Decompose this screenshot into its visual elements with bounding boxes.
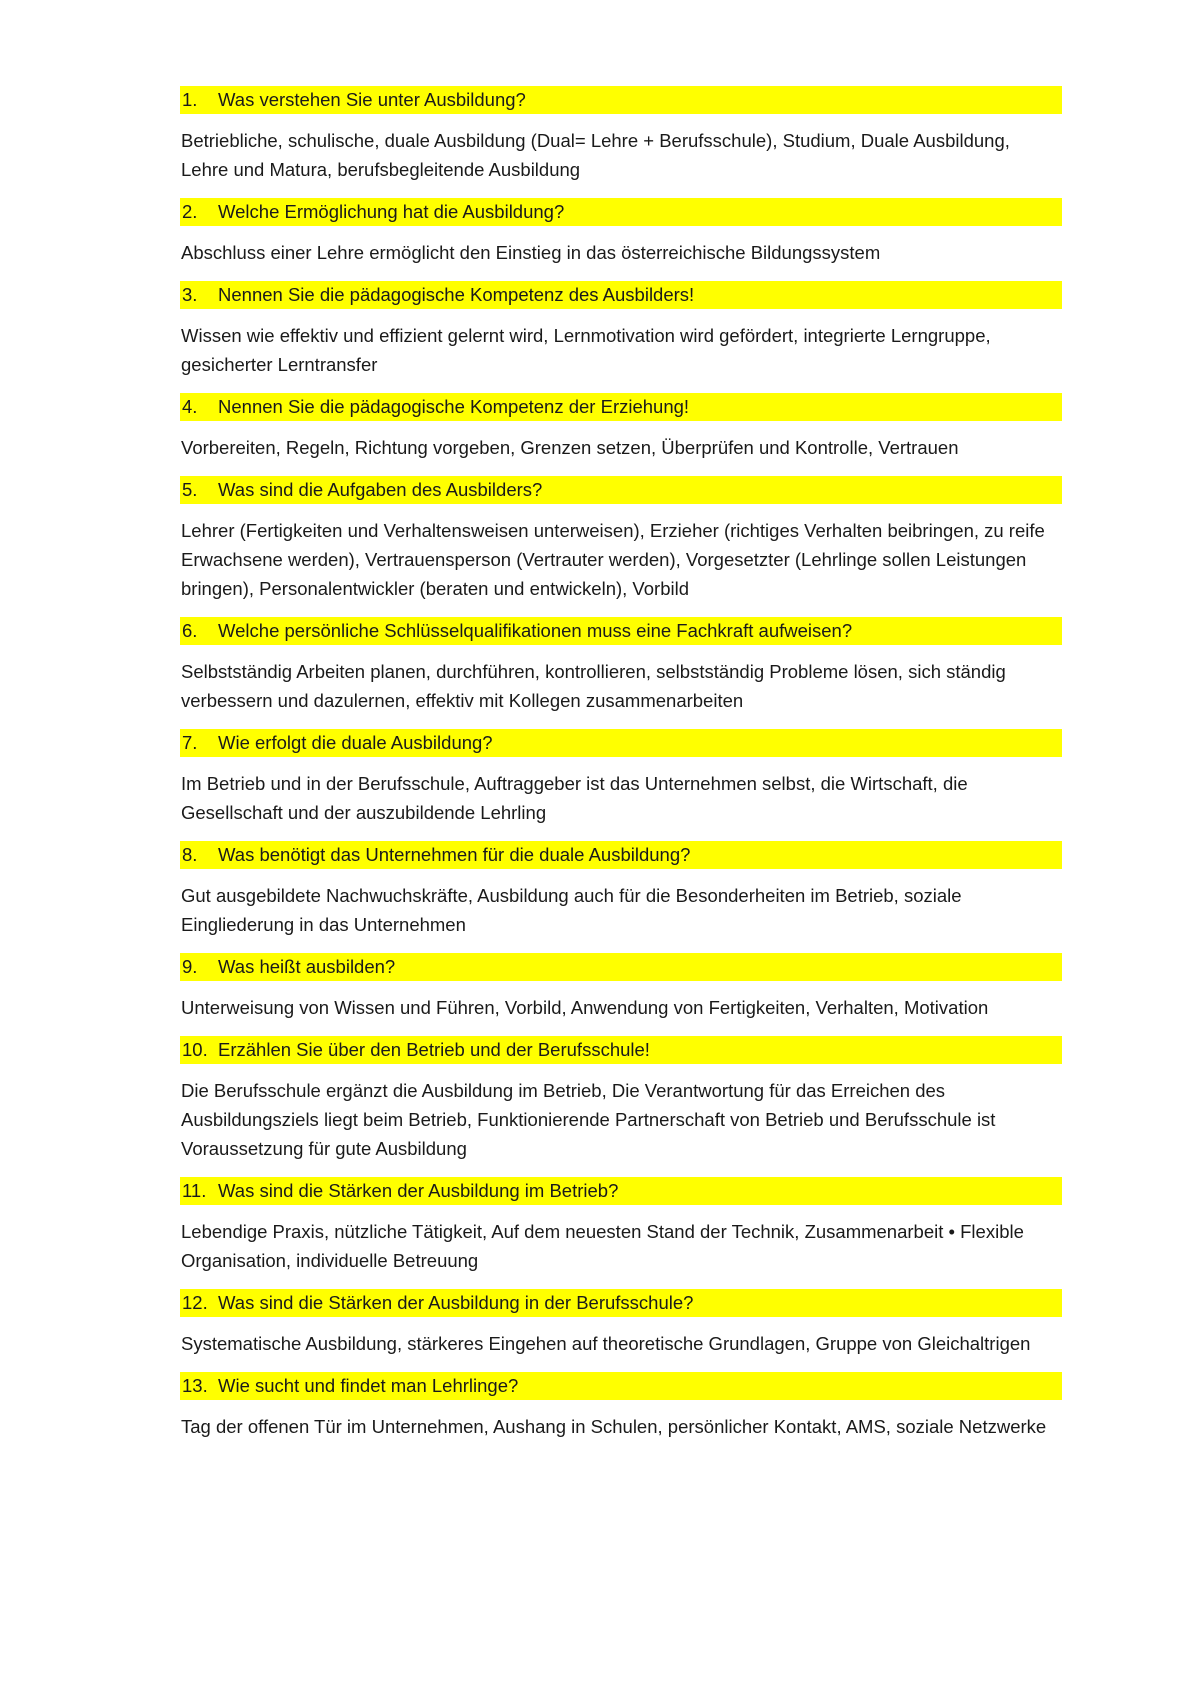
qa-item: [180, 1177, 1062, 1275]
answer-text: Lehrer (Fertigkeiten und Verhaltensweisen unterweisen), Erzieher (richtiges Verhalten beibringen, zu reife Erwachsene werden), Vertrauensperson (Vertrauter werden), Vorgesetzter (Lehrlinge sollen Leistungen bringen), Personalentwickler (beraten und entwickeln), Vorbild: [181, 520, 1045, 599]
qa-item: [180, 393, 1062, 462]
question-heading: [180, 617, 1062, 645]
question-text: Welche Ermöglichung hat die Ausbildung?: [218, 201, 565, 222]
question-heading: [180, 1372, 1062, 1400]
question-heading: [180, 281, 1062, 309]
question-number: 13.: [182, 1375, 208, 1396]
question-text: Erzählen Sie über den Betrieb und der Berufsschule!: [218, 1039, 650, 1060]
qa-item: [180, 729, 1062, 827]
qa-item: [180, 86, 1062, 184]
question-number: 7.: [182, 732, 198, 753]
qa-list: [180, 86, 1062, 1441]
question-heading: [180, 953, 1062, 981]
answer-text: Die Berufsschule ergänzt die Ausbildung im Betrieb, Die Verantwortung für das Erreichen des Ausbildungsziels liegt beim Betrieb, Funktionierende Partnerschaft von Betrieb und Berufsschule ist Voraussetzung für gute Ausbildung: [181, 1080, 996, 1159]
question-text: Was verstehen Sie unter Ausbildung?: [218, 89, 526, 110]
question-text: Nennen Sie die pädagogische Kompetenz des Ausbilders!: [218, 284, 695, 305]
question-text: Wie sucht und findet man Lehrlinge?: [218, 1375, 519, 1396]
qa-item: [180, 841, 1062, 939]
question-heading: [180, 393, 1062, 421]
qa-item: [180, 1289, 1062, 1358]
question-text: Was benötigt das Unternehmen für die duale Ausbildung?: [218, 844, 691, 865]
question-number: 12.: [182, 1292, 208, 1313]
question-heading: [180, 1036, 1062, 1064]
question-text: Was heißt ausbilden?: [218, 956, 396, 977]
qa-item: [180, 1036, 1062, 1163]
qa-item: [180, 1372, 1062, 1441]
question-number: 6.: [182, 620, 198, 641]
question-heading: [180, 476, 1062, 504]
question-text: Was sind die Stärken der Ausbildung in der Berufsschule?: [218, 1292, 694, 1313]
question-heading: [180, 86, 1062, 114]
question-heading: [180, 729, 1062, 757]
question-heading: [180, 1289, 1062, 1317]
answer-text: Vorbereiten, Regeln, Richtung vorgeben, Grenzen setzen, Überprüfen und Kontrolle, Vertrauen: [181, 437, 959, 458]
question-number: 9.: [182, 956, 198, 977]
question-text: Nennen Sie die pädagogische Kompetenz der Erziehung!: [218, 396, 690, 417]
qa-item: [180, 953, 1062, 1022]
answer-text: Lebendige Praxis, nützliche Tätigkeit, Auf dem neuesten Stand der Technik, Zusammenarbeit • Flexible Organisation, individuelle Betreuung: [181, 1221, 1024, 1271]
answer-text: Selbstständig Arbeiten planen, durchführen, kontrollieren, selbstständig Probleme lösen, sich ständig verbessern und dazulernen, effektiv mit Kollegen zusammenarbeiten: [181, 661, 1006, 711]
question-number: 11.: [182, 1180, 207, 1201]
question-heading: [180, 1177, 1062, 1205]
answer-text: Wissen wie effektiv und effizient gelernt wird, Lernmotivation wird gefördert, integrierte Lerngruppe, gesicherter Lerntransfer: [181, 325, 991, 375]
question-number: 5.: [182, 479, 198, 500]
question-text: Wie erfolgt die duale Ausbildung?: [218, 732, 493, 753]
answer-text: Betriebliche, schulische, duale Ausbildung (Dual= Lehre + Berufsschule), Studium, Duale Ausbildung, Lehre und Matura, berufsbegleitende Ausbildung: [181, 130, 1010, 180]
question-number: 1.: [182, 89, 198, 110]
answer-text: Unterweisung von Wissen und Führen, Vorbild, Anwendung von Fertigkeiten, Verhalten, Motivation: [181, 997, 989, 1018]
answer-text: Tag der offenen Tür im Unternehmen, Aushang in Schulen, persönlicher Kontakt, AMS, soziale Netzwerke: [181, 1416, 1047, 1437]
answer-text: Systematische Ausbildung, stärkeres Eingehen auf theoretische Grundlagen, Gruppe von Gleichaltrigen: [181, 1333, 1031, 1354]
question-text: Welche persönliche Schlüsselqualifikationen muss eine Fachkraft aufweisen?: [218, 620, 853, 641]
question-text: Was sind die Aufgaben des Ausbilders?: [218, 479, 543, 500]
question-heading: [180, 841, 1062, 869]
question-heading: [180, 198, 1062, 226]
qa-item: [180, 476, 1062, 603]
question-number: 2.: [182, 201, 198, 222]
question-text: Was sind die Stärken der Ausbildung im Betrieb?: [218, 1180, 619, 1201]
qa-item: [180, 198, 1062, 267]
answer-text: Gut ausgebildete Nachwuchskräfte, Ausbildung auch für die Besonderheiten im Betrieb, soziale Eingliederung in das Unternehmen: [181, 885, 962, 935]
answer-text: Abschluss einer Lehre ermöglicht den Einstieg in das österreichische Bildungssystem: [181, 242, 881, 263]
question-number: 4.: [182, 396, 198, 417]
answer-text: Im Betrieb und in der Berufsschule, Auftraggeber ist das Unternehmen selbst, die Wirtschaft, die Gesellschaft und der auszubildende Lehrling: [181, 773, 968, 823]
question-number: 3.: [182, 284, 198, 305]
qa-item: [180, 281, 1062, 379]
question-number: 8.: [182, 844, 198, 865]
qa-item: [180, 617, 1062, 715]
question-number: 10.: [182, 1039, 208, 1060]
